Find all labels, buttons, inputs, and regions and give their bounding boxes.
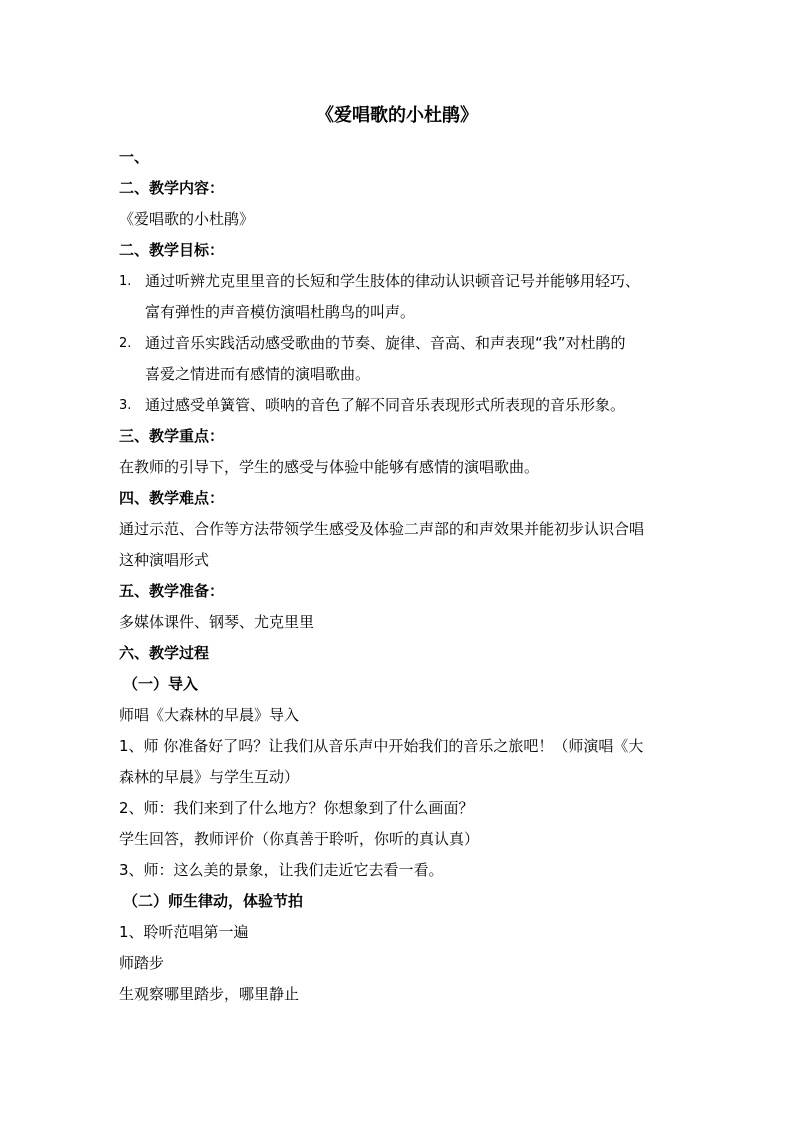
paragraph-line: 1、聆听范唱第一遍 [119, 923, 249, 941]
list-item-number: 2. [119, 336, 132, 351]
section-heading: 三、教学重点： [119, 427, 225, 445]
paragraph-line: 森林的早晨》与学生互动） [119, 768, 300, 786]
list-item-text: 通过音乐实践活动感受歌曲的节奏、旋律、音高、和声表现“我”对杜鹃的 [145, 334, 626, 352]
paragraph-line: 3、师：这么美的景象，让我们走近它去看一看。 [119, 861, 444, 879]
paragraph-line: 通过示范、合作等方法带领学生感受及体验二声部的和声效果并能初步认识合唱 [119, 520, 645, 538]
list-item-text: 通过感受单簧管、唢呐的音色了解不同音乐表现形式所表现的音乐形象。 [145, 396, 626, 414]
subsection-heading: （一）导入 [123, 675, 199, 693]
document-body [119, 142, 679, 1010]
section-heading: 五、教学准备： [119, 582, 225, 600]
paragraph-line: 1、师 你准备好了吗？让我们从音乐声中开始我们的音乐之旅吧！（师演唱《大 [119, 737, 644, 755]
list-item-continuation: 喜爱之情进而有感情的演唱歌曲。 [145, 365, 371, 383]
section-heading: 六、教学过程 [119, 644, 210, 662]
subsection-heading: （二）师生律动，体验节拍 [123, 892, 304, 910]
list-item-number: 3. [119, 398, 132, 413]
section-heading: 四、教学难点： [119, 489, 225, 507]
section-heading: 二、教学内容： [119, 179, 225, 197]
list-item-number: 1. [119, 274, 132, 289]
list-item [119, 390, 679, 421]
paragraph-line: 师唱《大森林的早晨》导入 [119, 706, 300, 724]
paragraph-line: 生观察哪里踏步，哪里静止 [119, 985, 300, 1003]
list-item-text: 通过听辨尤克里里音的长短和学生肢体的律动认识顿音记号并能够用轻巧、 [145, 272, 641, 290]
section-heading: 二、教学目标： [119, 241, 225, 259]
paragraph-line: 2、师：我们来到了什么地方？你想象到了什么画面？ [119, 799, 474, 817]
list-item-continuation: 富有弹性的声音模仿演唱杜鹃鸟的叫声。 [145, 303, 416, 321]
list-item [119, 266, 679, 297]
paragraph-line: 师踏步 [119, 954, 165, 972]
paragraph-line: 多媒体课件、钢琴、尤克里里 [119, 613, 315, 631]
paragraph-line: 在教师的引导下，学生的感受与体验中能够有感情的演唱歌曲。 [119, 458, 540, 476]
list-item [119, 328, 679, 359]
paragraph-line: 学生回答，教师评价（你真善于聆听，你听的真认真） [119, 830, 480, 848]
section-heading: 一、 [119, 148, 150, 166]
paragraph-line: 这种演唱形式 [119, 551, 210, 569]
document-title: 《爱唱歌的小杜鹃》 [316, 105, 478, 126]
paragraph-line: 《爱唱歌的小杜鹃》 [119, 210, 255, 228]
